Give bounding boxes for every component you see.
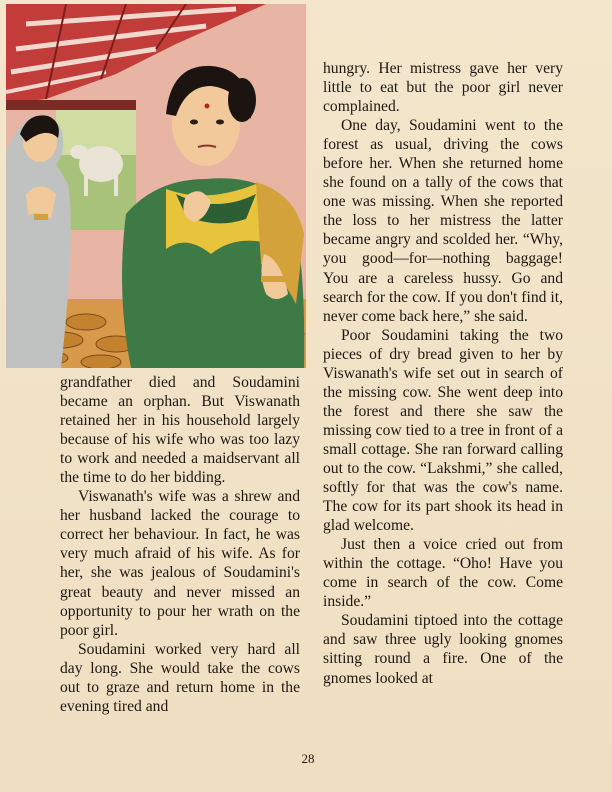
- paragraph: Just then a voice cried out from within the cottage. “Oho! Have you come in search of the cow. Come inside.”: [323, 536, 563, 611]
- paragraph: Soudamini worked very hard all day long. She would take the cows out to graze and return home in the evening tired and: [60, 640, 300, 715]
- paragraph: grandfather died and Soudamini became an orphan. But Viswanath retained her in his household largely because of his wife who was too lazy to work and needed a maidservant all the time to do her bidding.: [60, 374, 300, 487]
- paragraph: One day, Soudamini went to the forest as usual, driving the cows before her. When she returned home she found on a tally of the cows that one was missing. When she reported the loss to her mistress the latter became angry and scolded her. “Why, you good—for—nothing baggage! You are a careless hussy. Go and search for the cow. If you don't find it, never come back here,” she said.: [323, 117, 563, 325]
- left-text-column: [60, 373, 300, 716]
- paragraph: Soudamini tiptoed into the cottage and saw three ugly looking gnomes sitting round a fire. One of the gnomes looked at: [323, 612, 563, 687]
- story-illustration: [6, 4, 306, 368]
- paragraph: hungry. Her mistress gave her very little to eat but the poor girl never complained.: [323, 60, 563, 116]
- roof-beam: [6, 100, 136, 110]
- standing-woman: [6, 115, 71, 368]
- right-text-column: [323, 59, 563, 688]
- illustration-drawing: [6, 4, 306, 368]
- page-number: 28: [301, 751, 315, 766]
- paragraph: Poor Soudamini taking the two pieces of dry bread given to her by Viswanath's wife set out in search of the missing cow. She went deep into the forest and there she saw the missing cow tied to a tree in front of a small cottage. She ran forward calling out to the cow. “Lakshmi,” she called, softly for that was the cow's name. The cow for its part shook its head in glad welcome.: [323, 326, 563, 535]
- paragraph: Viswanath's wife was a shrew and her husband lacked the courage to correct her behaviour. In fact, he was very much afraid of his wife. As for her, she was jealous of Soudamini's great beauty and never missed an opportunity to pour her wrath on the poor girl.: [60, 488, 300, 639]
